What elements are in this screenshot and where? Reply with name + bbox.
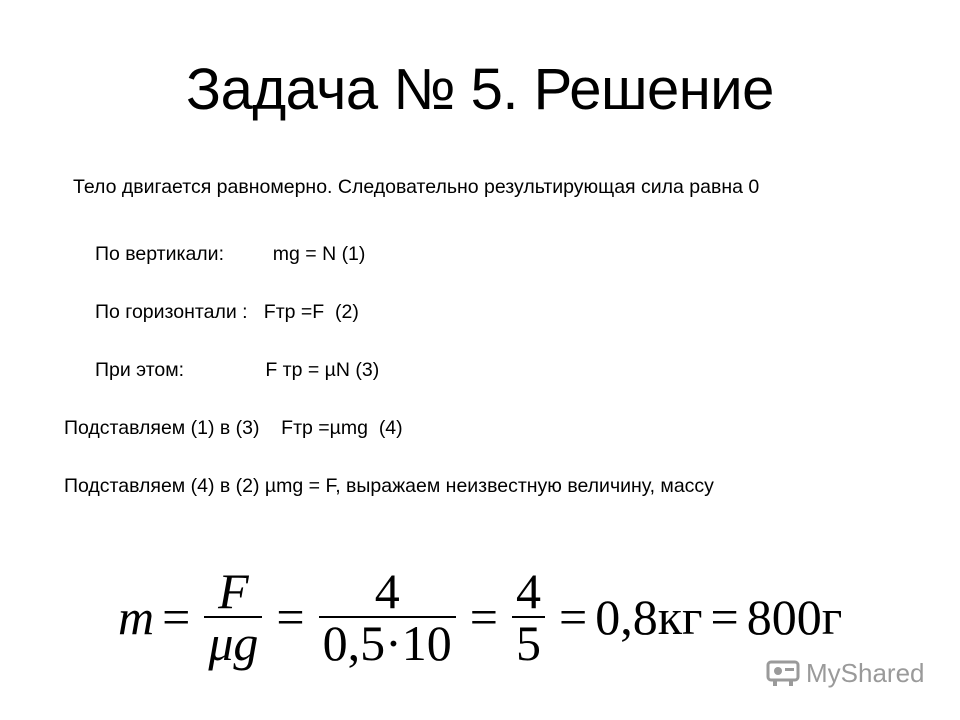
- formula-equals: =: [276, 589, 305, 645]
- fraction-force-over-mug: [204, 563, 262, 671]
- fraction-denominator: 5: [515, 615, 541, 671]
- slide-title: Задача № 5. Решение: [186, 57, 774, 122]
- text-line-horizontal: По горизонтали : Fтр =F (2): [95, 301, 359, 323]
- mass-formula: [118, 562, 842, 672]
- myshared-watermark: [766, 655, 925, 691]
- text-line-vertical: По вертикали: mg = N (1): [95, 243, 366, 265]
- text-line-substitute-1-3: Подставляем (1) в (3) Fтр =µmg (4): [64, 417, 403, 439]
- formula-equals: =: [162, 589, 191, 645]
- fraction-numerator: 4: [515, 563, 541, 619]
- formula-result-kg: 0,8кг: [595, 589, 703, 645]
- fraction-denominator: μg: [208, 615, 259, 671]
- formula-result-g: 800г: [746, 589, 843, 645]
- fraction-simplified: [512, 563, 545, 671]
- fraction-denominator: 0,5·10: [322, 615, 452, 671]
- formula-lhs: m: [118, 589, 155, 645]
- formula-equals: =: [469, 589, 498, 645]
- fraction-numerator: F: [218, 563, 249, 619]
- text-line-substitute-4-2: Подставляем (4) в (2) µmg = F, выражаем неизвестную величину, массу: [64, 475, 714, 497]
- fraction-numeric: [319, 563, 456, 671]
- fraction-numerator: 4: [374, 563, 400, 619]
- text-line-friction: При этом: F тр = µN (3): [95, 359, 380, 381]
- text-line-uniform-motion: Тело двигается равномерно. Следовательно результирующая сила равна 0: [73, 176, 760, 198]
- formula-equals: =: [710, 589, 739, 645]
- projector-icon: [766, 658, 800, 688]
- watermark-text: MyShared: [806, 657, 925, 688]
- formula-equals: =: [558, 589, 588, 645]
